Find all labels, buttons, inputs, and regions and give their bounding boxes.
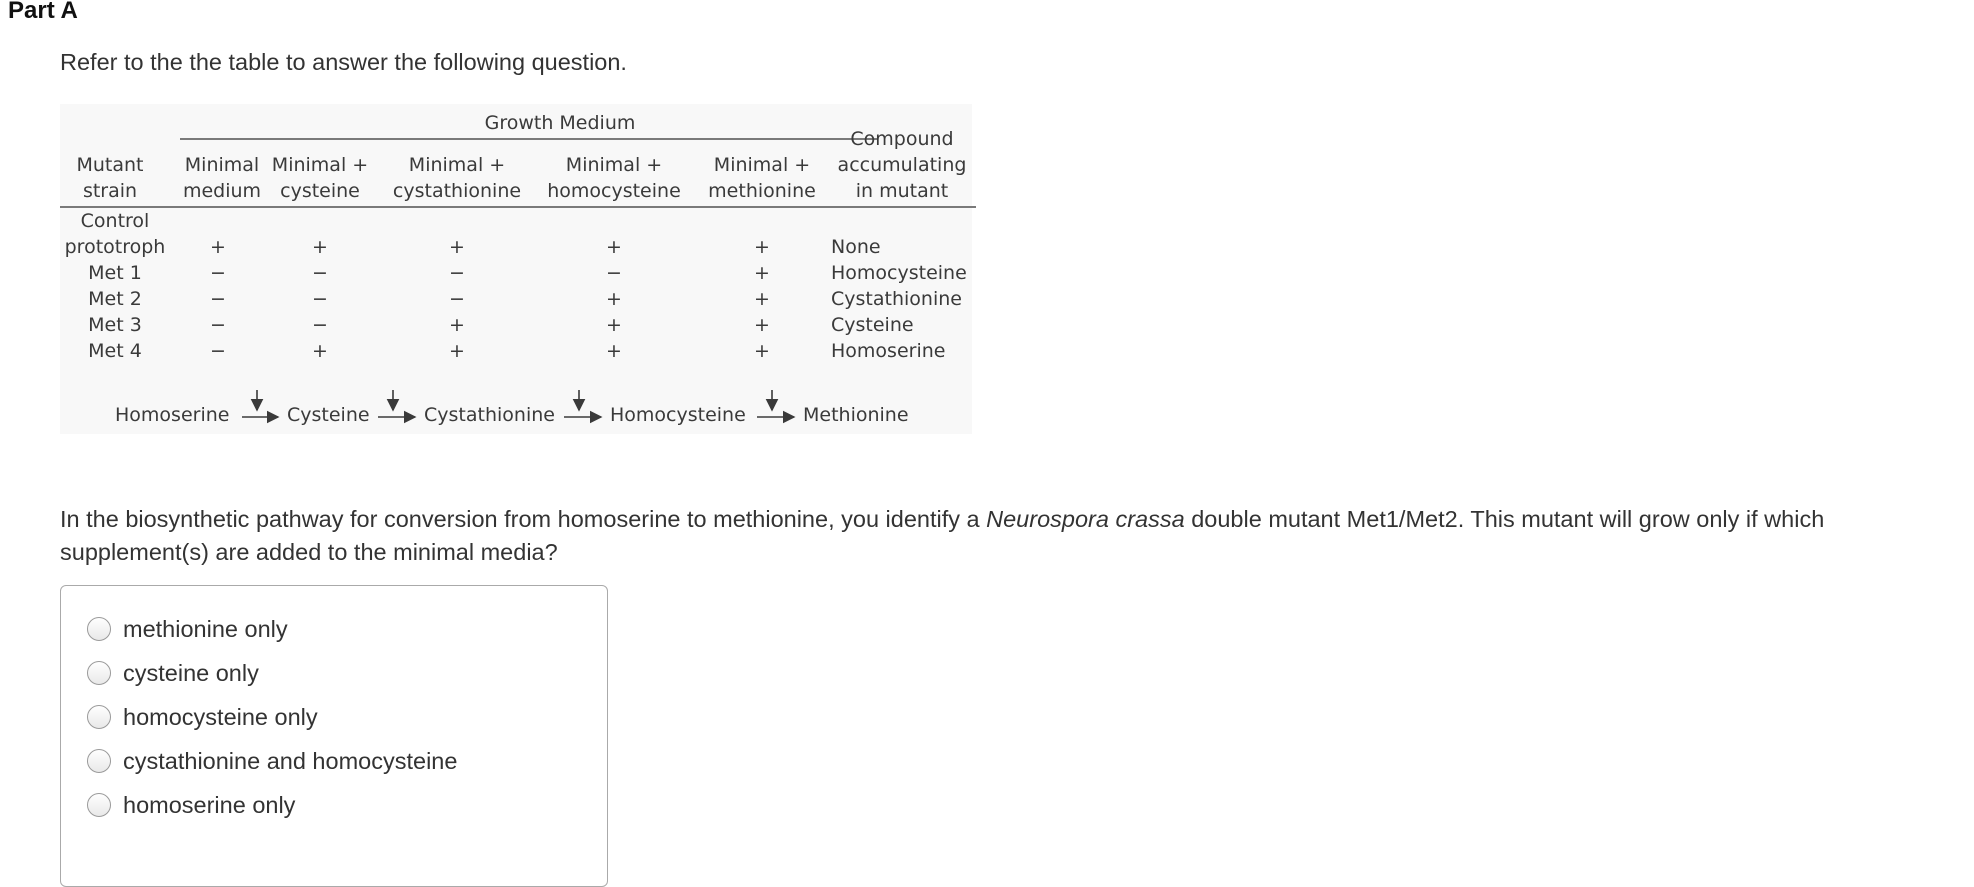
row-4-strain: Met 4 xyxy=(88,340,142,362)
row-1-growth-2: − xyxy=(312,262,328,284)
part-title: Part A xyxy=(8,0,78,24)
row-3-growth-4: + xyxy=(606,314,622,336)
option-label[interactable]: methionine only xyxy=(123,615,288,642)
compound-header-line-3: in mutant xyxy=(855,180,949,202)
strain-header-line-1: Mutant xyxy=(76,154,144,176)
pathway-step-cystathionine: Cystathionine xyxy=(424,404,555,426)
medium-header-1-line-1: Minimal xyxy=(184,154,260,176)
intro-text: Refer to the the table to answer the following question. xyxy=(60,49,627,75)
row-3-compound: Cysteine xyxy=(831,314,914,336)
medium-header-3-line-1: Minimal + xyxy=(408,154,506,176)
pathway-step-homoserine: Homoserine xyxy=(115,404,230,426)
option-cysteine-only[interactable] xyxy=(87,656,259,690)
row-3-growth-2: − xyxy=(312,314,328,336)
question-species: Neurospora crassa xyxy=(986,506,1185,532)
pathway-arrow-4 xyxy=(757,390,794,417)
data-table-figure xyxy=(60,104,972,434)
compound-header-line-1: Compound xyxy=(850,128,954,150)
pathway-arrow-3 xyxy=(564,390,601,417)
row-1-strain: Met 1 xyxy=(88,262,142,284)
row-1-growth-4: − xyxy=(606,262,622,284)
row-4-growth-5: + xyxy=(754,340,770,362)
row-4-growth-2: + xyxy=(312,340,328,362)
row-0-strain-line-1: Control xyxy=(80,210,150,232)
medium-header-4-line-1: Minimal + xyxy=(565,154,663,176)
growth-medium-header: Growth Medium xyxy=(484,112,636,134)
medium-header-2-line-2: cysteine xyxy=(280,180,360,202)
option-homocysteine-only[interactable] xyxy=(87,700,318,734)
row-3-growth-1: − xyxy=(210,314,226,336)
pathway-step-methionine: Methionine xyxy=(803,404,909,426)
row-4-growth-3: + xyxy=(449,340,465,362)
row-0-strain-line-2: prototroph xyxy=(64,236,166,258)
row-1-growth-3: − xyxy=(449,262,465,284)
row-2-growth-4: + xyxy=(606,288,622,310)
radio-button[interactable] xyxy=(87,749,111,773)
row-4-growth-4: + xyxy=(606,340,622,362)
row-0-compound: None xyxy=(831,236,881,258)
row-0-growth-3: + xyxy=(449,236,465,258)
row-0-growth-2: + xyxy=(312,236,328,258)
option-methionine-only[interactable] xyxy=(87,612,288,646)
radio-button[interactable] xyxy=(87,661,111,685)
row-0-growth-5: + xyxy=(754,236,770,258)
row-2-growth-3: − xyxy=(449,288,465,310)
row-2-strain: Met 2 xyxy=(88,288,142,310)
medium-header-1-line-2: medium xyxy=(182,180,262,202)
option-cystathionine-and-homocysteine[interactable] xyxy=(87,744,457,778)
option-label[interactable]: homoserine only xyxy=(123,791,296,818)
option-label[interactable]: cystathionine and homocysteine xyxy=(123,747,458,774)
pathway-arrow-1 xyxy=(242,390,278,417)
pathway-arrows xyxy=(60,104,972,434)
row-1-compound: Homocysteine xyxy=(831,262,967,284)
medium-header-2-line-1: Minimal + xyxy=(271,154,369,176)
row-2-compound: Cystathionine xyxy=(831,288,962,310)
row-0-growth-4: + xyxy=(606,236,622,258)
medium-header-5-line-1: Minimal + xyxy=(713,154,811,176)
radio-button[interactable] xyxy=(87,793,111,817)
row-4-compound: Homoserine xyxy=(831,340,946,362)
medium-header-3-line-2: cystathionine xyxy=(392,180,522,202)
row-3-strain: Met 3 xyxy=(88,314,142,336)
medium-header-5-line-2: methionine xyxy=(708,180,816,202)
question-text-before: In the biosynthetic pathway for conversion from homoserine to methionine, you identify a xyxy=(60,506,987,532)
option-homoserine-only[interactable] xyxy=(87,788,295,822)
pathway-step-cysteine: Cysteine xyxy=(287,404,370,426)
row-4-growth-1: − xyxy=(210,340,226,362)
option-label[interactable]: homocysteine only xyxy=(123,703,318,730)
row-2-growth-2: − xyxy=(312,288,328,310)
compound-header-line-2: accumulating xyxy=(837,154,967,176)
row-1-growth-1: − xyxy=(210,262,226,284)
row-0-growth-1: + xyxy=(210,236,226,258)
medium-header-4-line-2: homocysteine xyxy=(547,180,681,202)
option-label[interactable]: cysteine only xyxy=(123,659,259,686)
pathway-step-homocysteine: Homocysteine xyxy=(610,404,746,426)
pathway-arrow-2 xyxy=(378,390,415,417)
row-1-growth-5: + xyxy=(754,262,770,284)
question-text-after: double mutant Met1/Met2. This mutant will grow only if which supplement(s) are added to the minimal media? xyxy=(60,506,1825,565)
row-2-growth-5: + xyxy=(754,288,770,310)
strain-header-line-2: strain xyxy=(82,180,138,202)
radio-button[interactable] xyxy=(87,705,111,729)
row-3-growth-5: + xyxy=(754,314,770,336)
answer-options-box xyxy=(60,585,608,887)
question-text xyxy=(60,503,1960,569)
row-3-growth-3: + xyxy=(449,314,465,336)
radio-button[interactable] xyxy=(87,617,111,641)
row-2-growth-1: − xyxy=(210,288,226,310)
